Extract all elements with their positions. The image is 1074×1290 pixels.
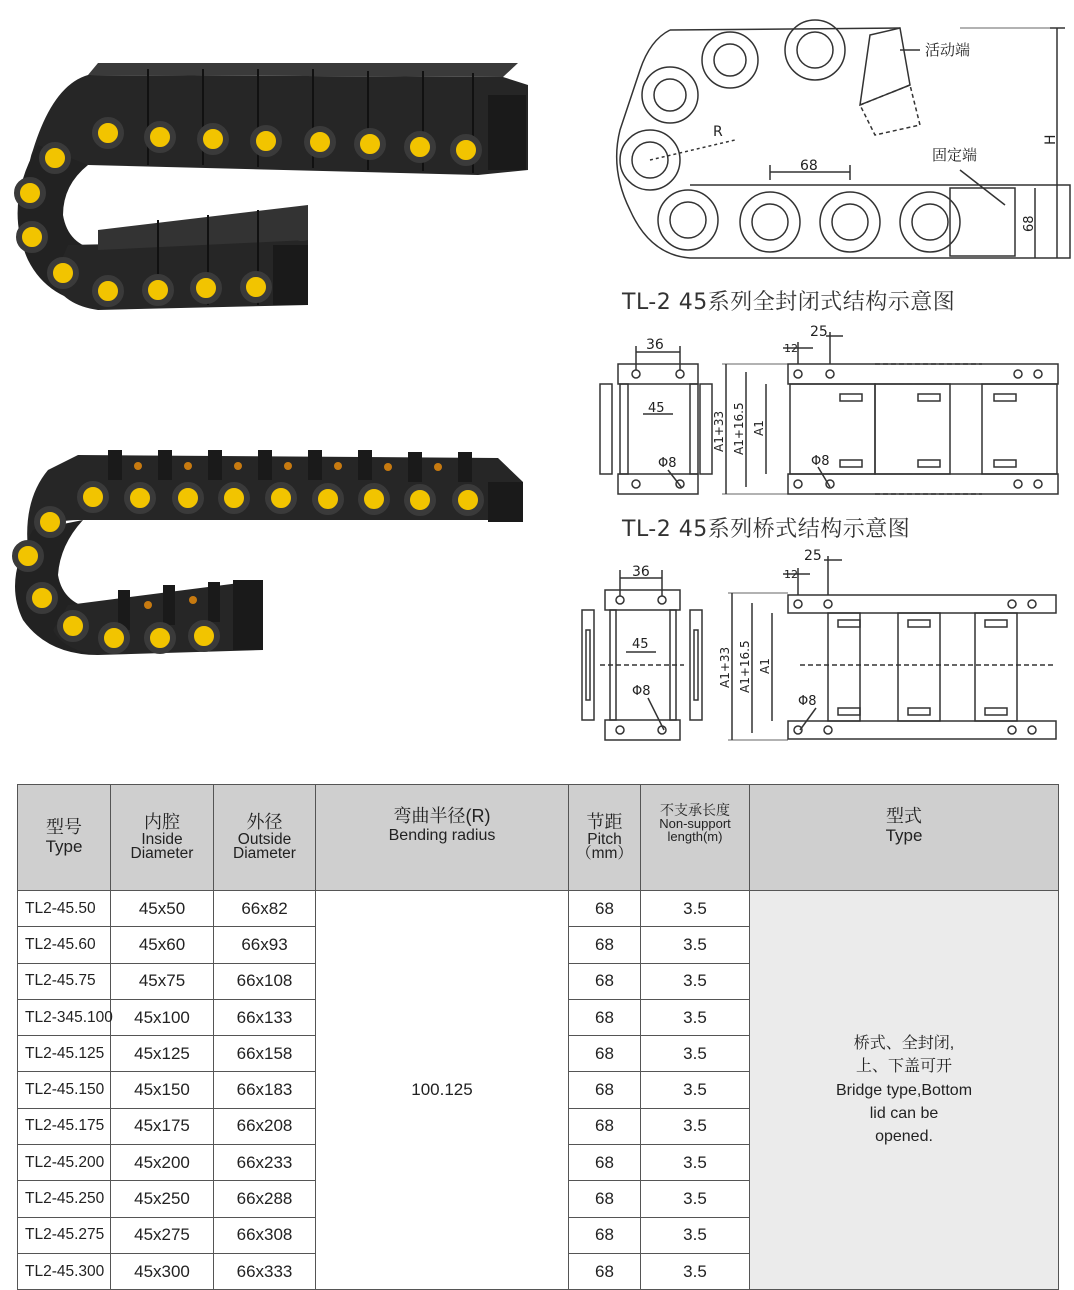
cell-pitch: 68 bbox=[569, 1181, 641, 1217]
style-en-line1: Bridge type,Bottom bbox=[835, 1081, 973, 1099]
dim-a1-33: A1+33 bbox=[712, 410, 726, 452]
cell-model: TL2-45.60 bbox=[18, 927, 111, 963]
bridge-front-view-diagram bbox=[580, 548, 1064, 748]
cell-pitch: 68 bbox=[569, 891, 641, 927]
dim-a1-16-5: A1+16.5 bbox=[732, 402, 746, 455]
style-en-line2: lid can be bbox=[869, 1104, 939, 1122]
dim-36: 36 bbox=[646, 337, 664, 353]
dim-phi8-right: Φ8 bbox=[811, 454, 830, 469]
dim-25: 25 bbox=[810, 324, 828, 340]
cell-inside: 45x275 bbox=[111, 1217, 214, 1253]
radius-label: R bbox=[713, 124, 723, 140]
cell-model: TL2-45.200 bbox=[18, 1145, 111, 1181]
cell-nonsupport: 3.5 bbox=[641, 1145, 750, 1181]
header-inside: 内腔 Inside Diameter bbox=[111, 785, 214, 891]
cell-bending-radius: 100.125 bbox=[316, 891, 569, 1290]
cell-pitch: 68 bbox=[569, 963, 641, 999]
cell-inside: 45x100 bbox=[111, 999, 214, 1035]
cell-outside: 66x108 bbox=[214, 963, 316, 999]
active-end-label: 活动端 bbox=[925, 41, 971, 59]
cell-inside: 45x150 bbox=[111, 1072, 214, 1108]
cell-style bbox=[750, 891, 1059, 1290]
cell-outside: 66x308 bbox=[214, 1217, 316, 1253]
cell-nonsupport: 3.5 bbox=[641, 927, 750, 963]
cell-outside: 66x333 bbox=[214, 1253, 316, 1289]
cell-pitch: 68 bbox=[569, 1108, 641, 1144]
cell-inside: 45x125 bbox=[111, 1036, 214, 1072]
height-dimension: 68 bbox=[1022, 215, 1037, 232]
cell-nonsupport: 3.5 bbox=[641, 891, 750, 927]
cell-inside: 45x200 bbox=[111, 1145, 214, 1181]
enclosed-chain-photo bbox=[8, 55, 538, 320]
height-label: H bbox=[1043, 134, 1059, 145]
cell-nonsupport: 3.5 bbox=[641, 1217, 750, 1253]
enclosed-side-view-diagram bbox=[610, 10, 1074, 280]
cell-pitch: 68 bbox=[569, 927, 641, 963]
cell-outside: 66x158 bbox=[214, 1036, 316, 1072]
dim-phi8-right-bridge: Φ8 bbox=[798, 694, 817, 709]
cell-model: TL2-45.50 bbox=[18, 891, 111, 927]
header-style: 型式 Type bbox=[750, 785, 1059, 891]
cell-nonsupport: 3.5 bbox=[641, 1253, 750, 1289]
table-header-row bbox=[18, 785, 1059, 891]
cell-nonsupport: 3.5 bbox=[641, 1072, 750, 1108]
bridge-caption: TL-2 45系列桥式结构示意图 bbox=[622, 517, 911, 542]
cell-model: TL2-45.75 bbox=[18, 963, 111, 999]
dim-a1-bridge: A1 bbox=[758, 658, 772, 674]
cell-outside: 66x288 bbox=[214, 1181, 316, 1217]
cell-pitch: 68 bbox=[569, 1253, 641, 1289]
cell-model: TL2-45.275 bbox=[18, 1217, 111, 1253]
cell-model: TL2-45.250 bbox=[18, 1181, 111, 1217]
enclosed-caption: TL-2 45系列全封闭式结构示意图 bbox=[622, 290, 956, 315]
cell-pitch: 68 bbox=[569, 999, 641, 1035]
cell-inside: 45x75 bbox=[111, 963, 214, 999]
cell-inside: 45x250 bbox=[111, 1181, 214, 1217]
cell-outside: 66x133 bbox=[214, 999, 316, 1035]
cell-inside: 45x50 bbox=[111, 891, 214, 927]
cell-outside: 66x208 bbox=[214, 1108, 316, 1144]
cell-inside: 45x175 bbox=[111, 1108, 214, 1144]
fixed-end-label: 固定端 bbox=[932, 146, 978, 164]
cell-pitch: 68 bbox=[569, 1145, 641, 1181]
style-cn-line2: 上、下盖可开 bbox=[855, 1058, 952, 1076]
cell-pitch: 68 bbox=[569, 1217, 641, 1253]
cell-nonsupport: 3.5 bbox=[641, 1036, 750, 1072]
dim-12: 12 bbox=[784, 342, 798, 355]
dim-25-bridge: 25 bbox=[804, 548, 822, 564]
cell-pitch: 68 bbox=[569, 1072, 641, 1108]
cell-model: TL2-45.125 bbox=[18, 1036, 111, 1072]
cell-model: TL2-45.150 bbox=[18, 1072, 111, 1108]
dim-a1-16-5-bridge: A1+16.5 bbox=[738, 640, 752, 693]
cell-nonsupport: 3.5 bbox=[641, 963, 750, 999]
style-en-line3: opened. bbox=[875, 1127, 933, 1145]
dim-phi8-left-bridge: Φ8 bbox=[632, 684, 651, 699]
header-pitch: 节距 Pitch （mm） bbox=[569, 785, 641, 891]
spec-table bbox=[17, 784, 1059, 1290]
cell-nonsupport: 3.5 bbox=[641, 1181, 750, 1217]
header-outside: 外径 Outside Diameter bbox=[214, 785, 316, 891]
enclosed-front-view-diagram bbox=[598, 322, 1064, 507]
header-type: 型号 Type bbox=[18, 785, 111, 891]
cell-pitch: 68 bbox=[569, 1036, 641, 1072]
dim-45-bridge: 45 bbox=[632, 637, 649, 652]
table-row bbox=[18, 891, 1059, 927]
header-radius: 弯曲半径(R) Bending radius bbox=[316, 785, 569, 891]
dim-a1: A1 bbox=[752, 420, 766, 436]
bridge-chain-photo bbox=[8, 440, 538, 665]
cell-outside: 66x233 bbox=[214, 1145, 316, 1181]
dim-12-bridge: 12 bbox=[784, 568, 798, 581]
cell-model: TL2-345.100 bbox=[18, 999, 111, 1035]
cell-nonsupport: 3.5 bbox=[641, 1108, 750, 1144]
cell-model: TL2-45.175 bbox=[18, 1108, 111, 1144]
dim-a1-33-bridge: A1+33 bbox=[718, 646, 732, 688]
pitch-dimension: 68 bbox=[800, 158, 818, 174]
dim-phi8-left: Φ8 bbox=[658, 456, 677, 471]
cell-outside: 66x93 bbox=[214, 927, 316, 963]
cell-inside: 45x300 bbox=[111, 1253, 214, 1289]
dim-36-bridge: 36 bbox=[632, 564, 650, 580]
cell-outside: 66x82 bbox=[214, 891, 316, 927]
style-cn-line1: 桥式、全封闭, bbox=[853, 1035, 955, 1053]
cell-model: TL2-45.300 bbox=[18, 1253, 111, 1289]
cell-outside: 66x183 bbox=[214, 1072, 316, 1108]
cell-inside: 45x60 bbox=[111, 927, 214, 963]
dim-45: 45 bbox=[648, 401, 665, 416]
header-nonsupport: 不支承长度 Non-support length(m) bbox=[641, 785, 750, 891]
cell-nonsupport: 3.5 bbox=[641, 999, 750, 1035]
